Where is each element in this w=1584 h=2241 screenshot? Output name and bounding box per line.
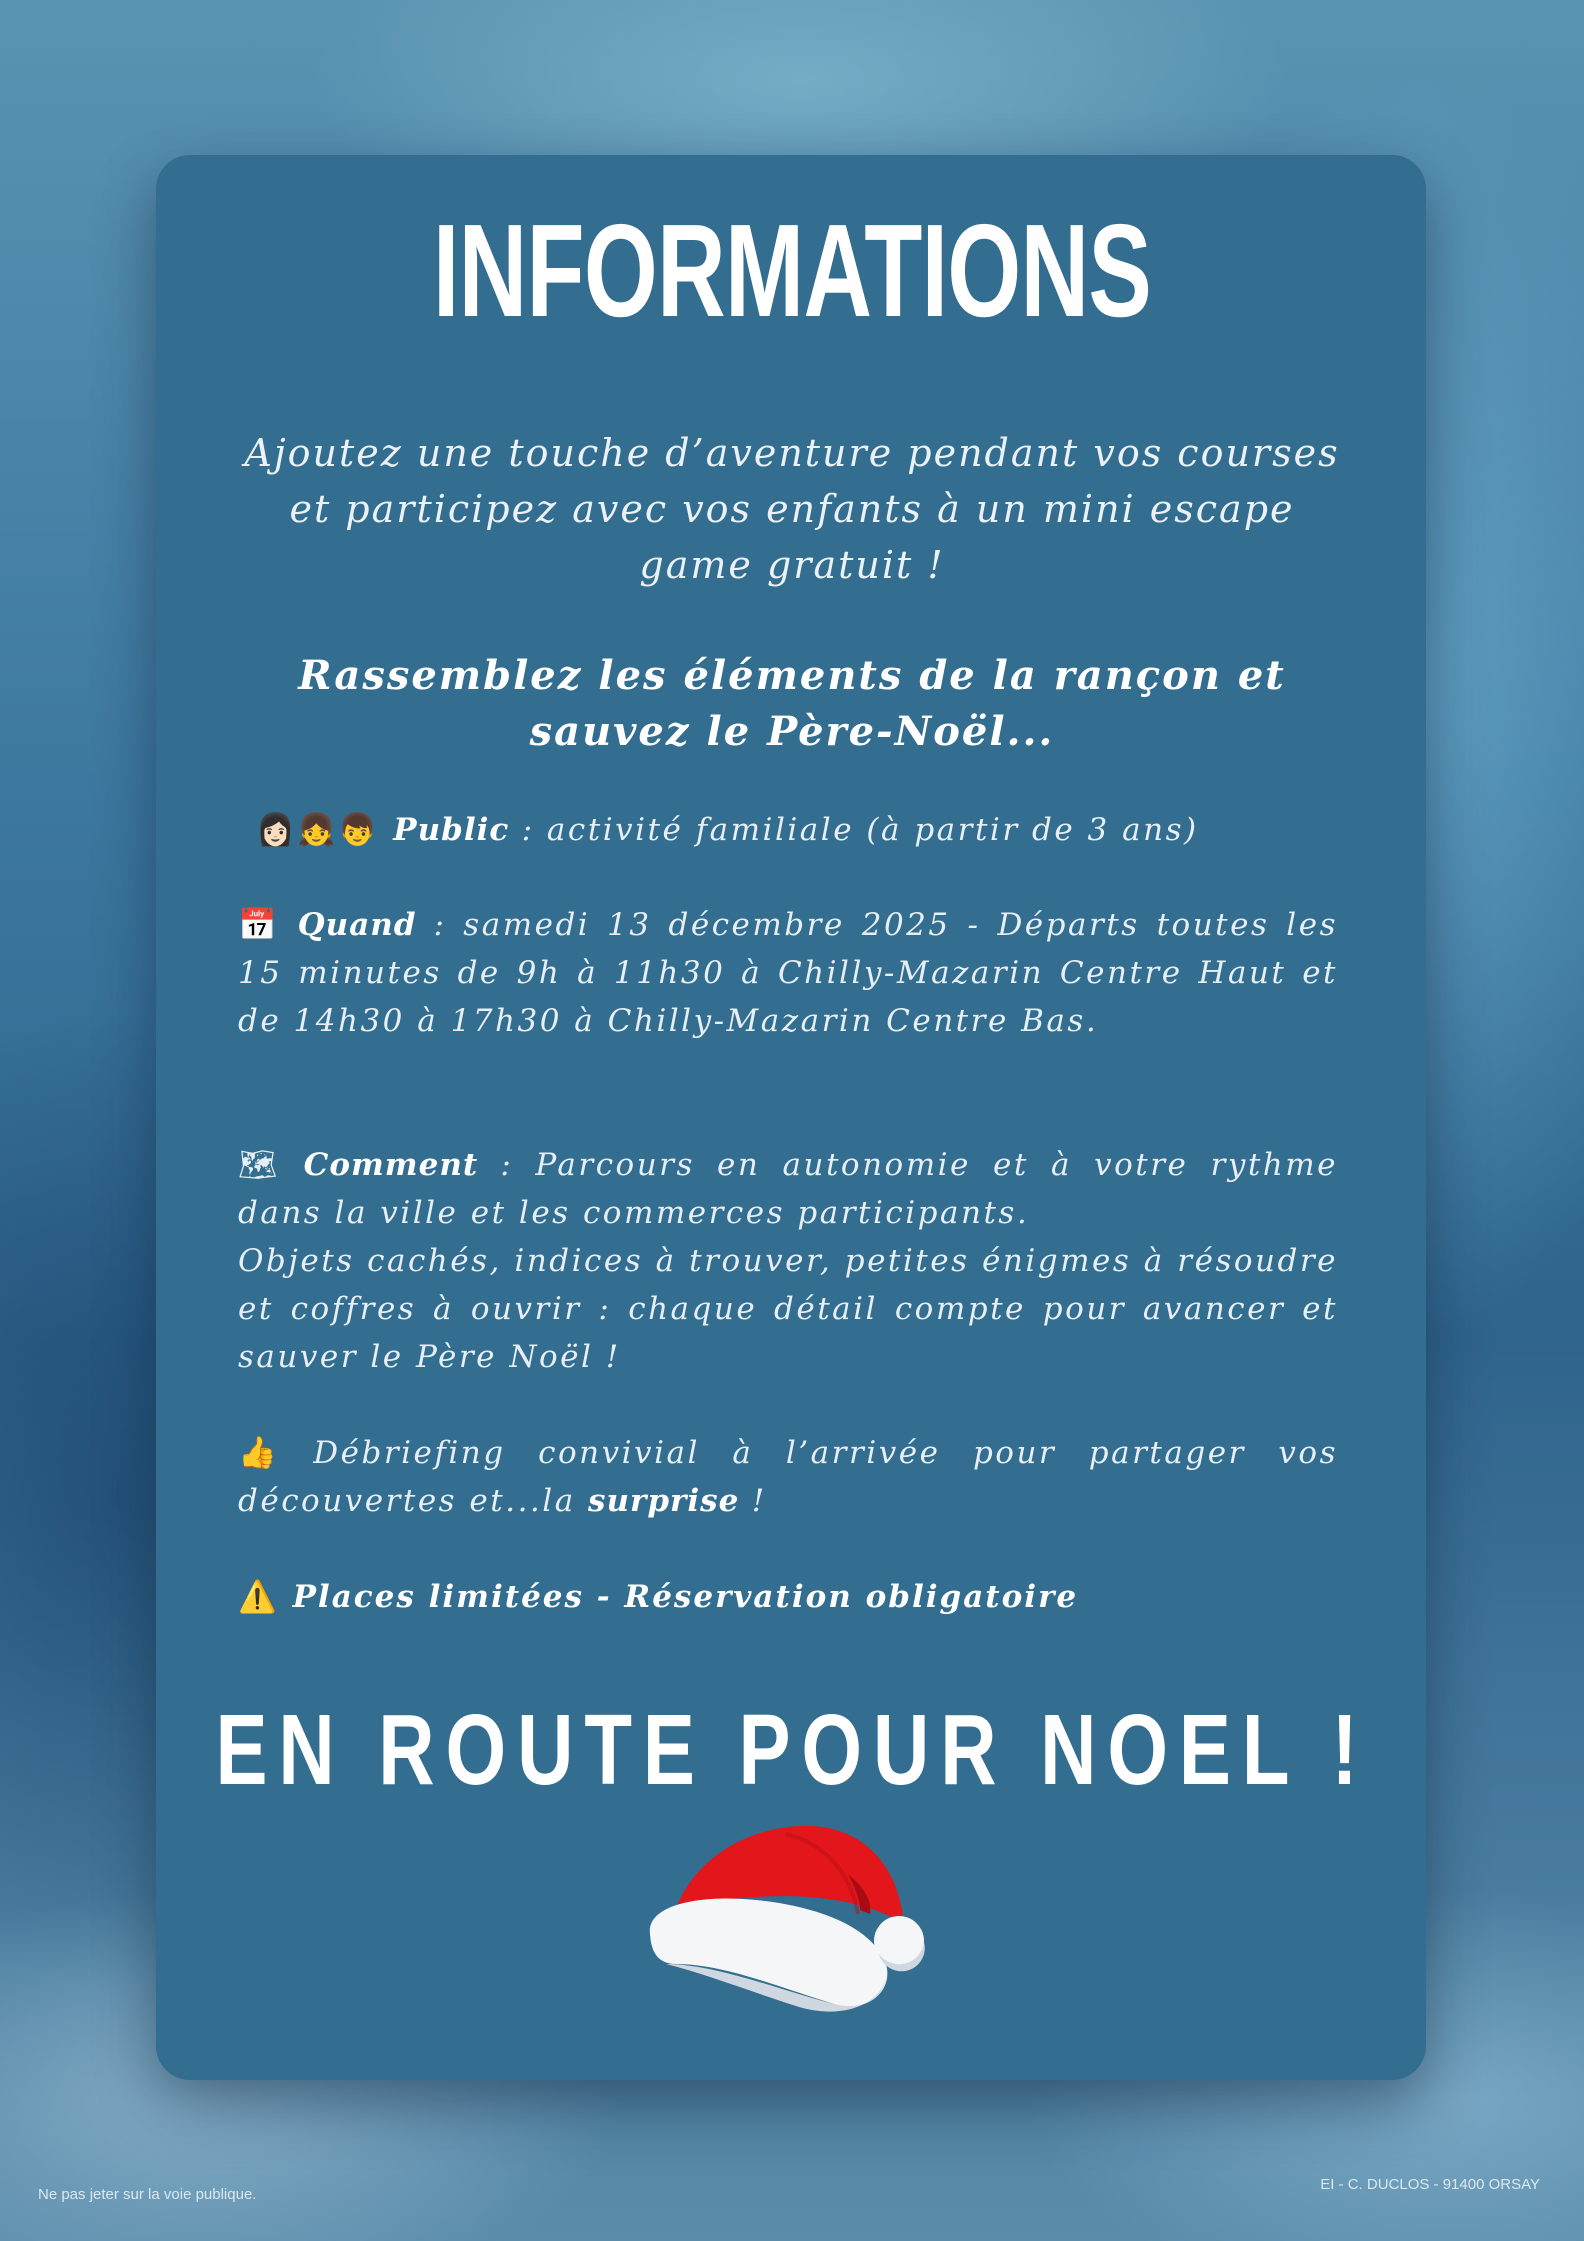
places-warning <box>238 1573 1338 1621</box>
footer-disclaimer: Ne pas jeter sur la voie publique. <box>38 2186 257 2203</box>
calendar-icon: 📅 <box>238 907 284 943</box>
quand-text: : samedi 13 décembre 2025 - Départs toutes les 15 minutes de 9h à 11h30 à Chilly-Mazarin Centre Haut et de 14h30 à 17h30 à Chilly-Mazarin Centre Bas. <box>238 907 1338 1039</box>
family-icon: 👩🏻👧👦 <box>256 812 380 848</box>
comment-text: : Parcours en autonomie et à votre rythme dans la ville et les commerces participants. <box>238 1147 1339 1231</box>
page-title: INFORMATIONS <box>432 197 1152 344</box>
places-text: Places limitées - Réservation obligatoire <box>292 1579 1079 1615</box>
quand-paragraph <box>238 901 1338 1045</box>
comment-paragraph <box>238 1141 1338 1237</box>
public-line <box>238 806 1356 854</box>
quand-label: Quand <box>297 907 417 943</box>
santa-hat-icon <box>636 1814 946 2024</box>
warning-icon: ⚠️ <box>238 1579 279 1615</box>
debrief-end: ! <box>739 1483 767 1519</box>
thumbs-up-icon: 👍 <box>238 1435 300 1471</box>
comment-label: Comment <box>303 1147 479 1183</box>
debrief-text: Débriefing convivial à l’arrivée pour partager vos découvertes et...la <box>238 1435 1338 1519</box>
intro-text: Ajoutez une touche d’aventure pendant vos courses et participez avec vos enfants à un mini escape game gratuit ! <box>244 431 1340 587</box>
footer-publisher: EI - C. DUCLOS - 91400 ORSAY <box>1320 2176 1540 2193</box>
public-text: : activité familiale (à partir de 3 ans) <box>509 812 1199 848</box>
objets-paragraph: Objets cachés, indices à trouver, petites énigmes à résoudre et coffres à ouvrir : chaque détail compte pour avancer et sauver le Père Noël ! <box>238 1243 1338 1375</box>
headline: Rassemblez les éléments de la rançon et sauvez le Père-Noël... <box>298 652 1286 755</box>
public-label: Public <box>393 812 510 848</box>
debrief-paragraph <box>238 1429 1338 1525</box>
map-icon: 🗺 <box>238 1147 290 1183</box>
surprise-word: surprise <box>588 1483 740 1519</box>
slogan: EN ROUTE POUR NOEL ! <box>215 1694 1369 1806</box>
